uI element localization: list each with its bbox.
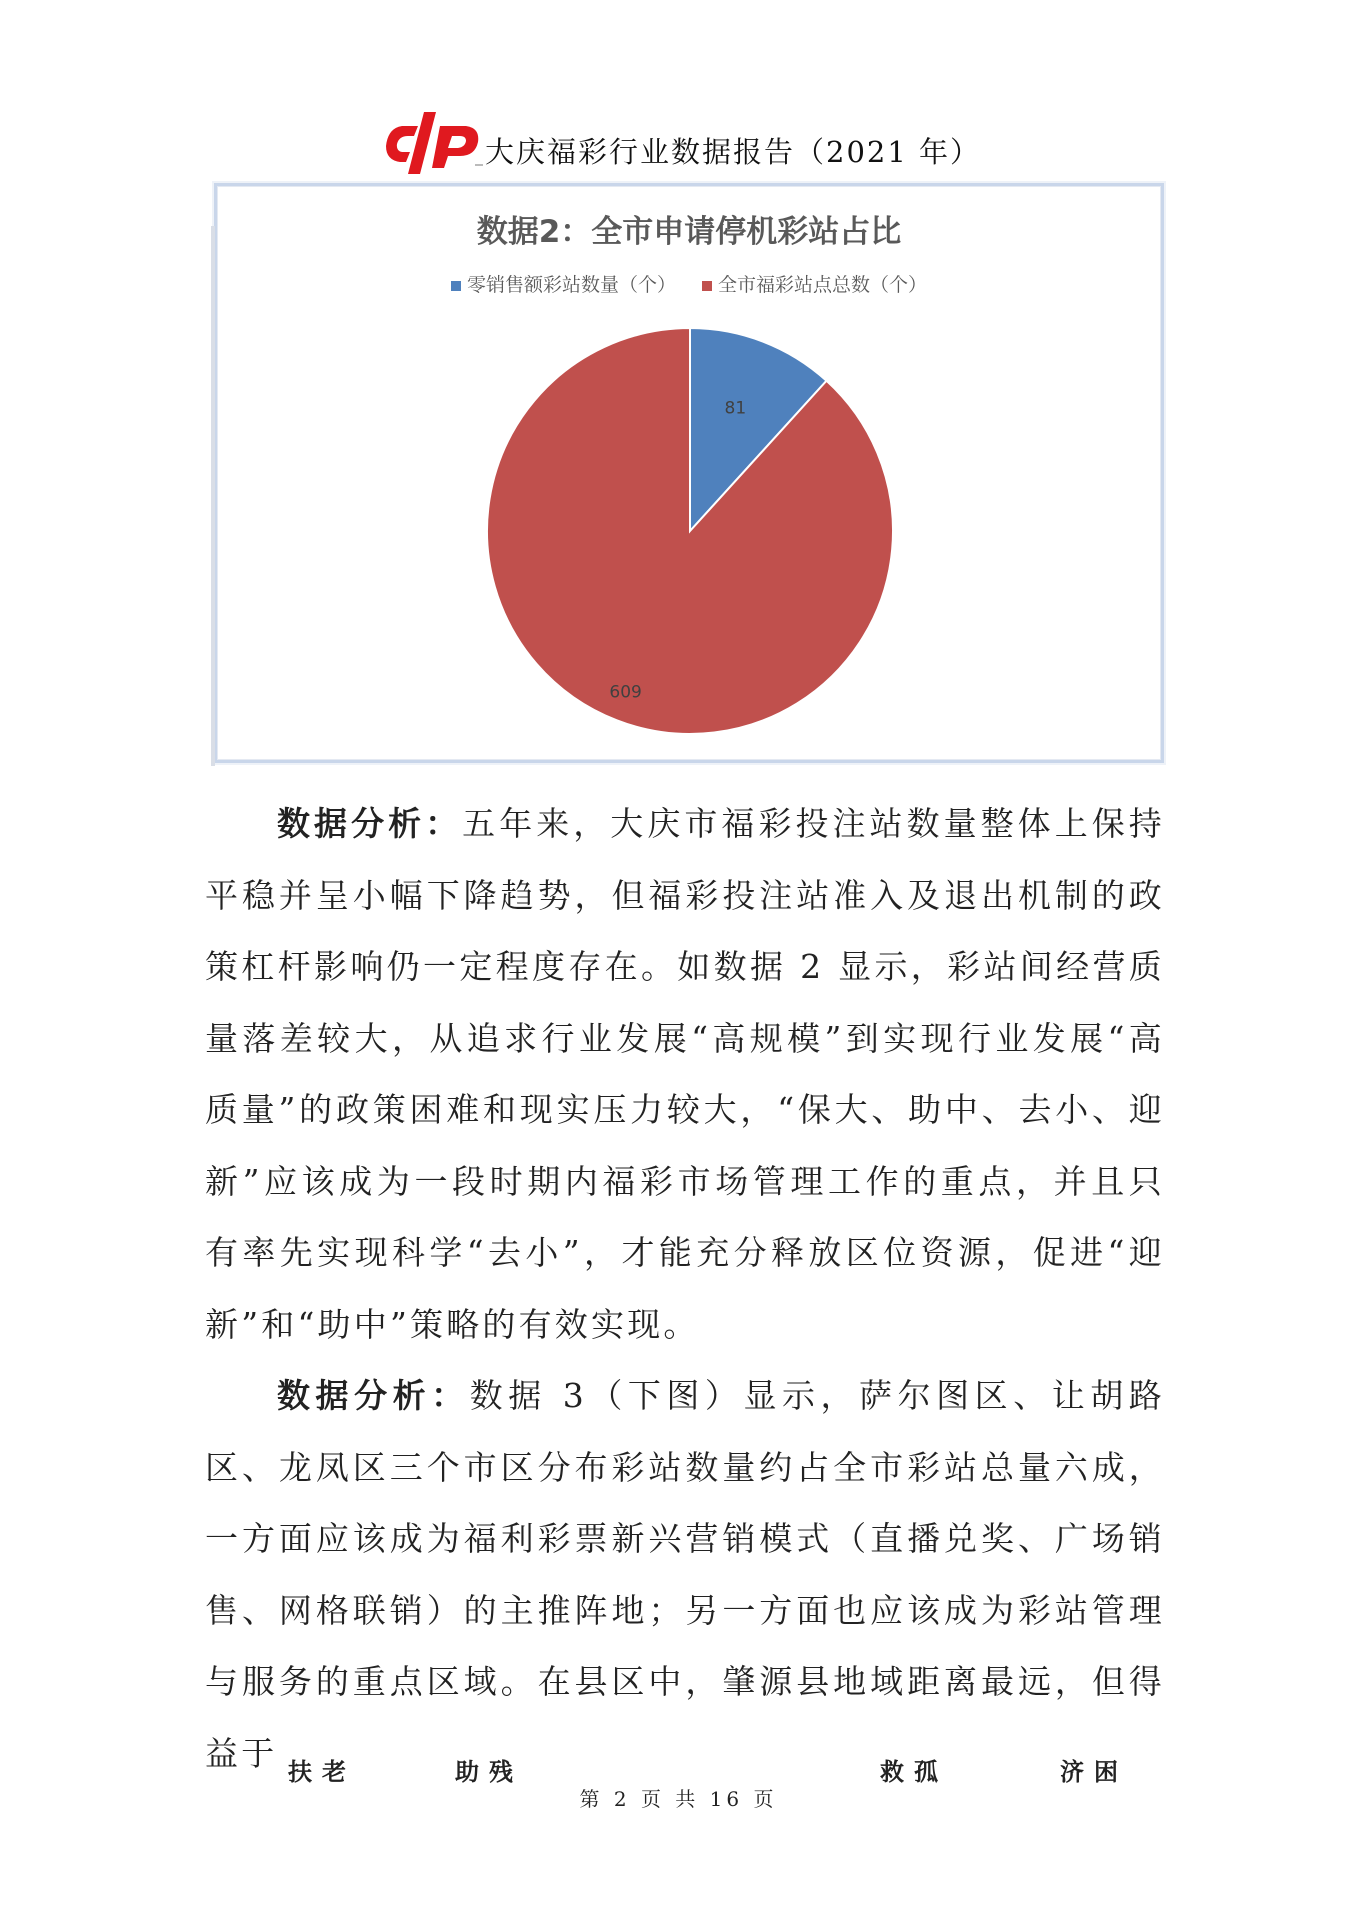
pie-data-label-0: 81 (724, 398, 747, 419)
pie-chart-frame (214, 183, 1164, 763)
legend-label-zero-sales: 零销售额彩站数量（个） (466, 274, 676, 296)
analysis-paragraph-1 (205, 788, 1165, 1360)
pie-slice-1 (487, 328, 893, 734)
slogan-jiugu: 救孤 (880, 1757, 948, 1786)
analysis-lead-1: 数据分析： (277, 804, 463, 843)
analysis-text-2: 数据 3（下图）显示，萨尔图区、让胡路区、龙凤区三个市区分布彩站数量约占全市彩站总量六成，一方面应该成为福利彩票新兴营销模式（直播兑奖、广场销售、网格联销）的主推阵地；另一方面也应该成为彩站管理与服务的重点区域。在县区中，肇源县地域距离最远，但得益于 (205, 1376, 1166, 1773)
pie-chart (217, 186, 1161, 760)
slogan-zhucan: 助残 (455, 1757, 523, 1786)
slogan-jikun: 济困 (1060, 1757, 1128, 1786)
page-header (380, 108, 1080, 178)
legend-label-total: 全市福彩站点总数（个） (718, 274, 928, 296)
page-number: 第 2 页 共 16 页 (579, 1787, 778, 1811)
analysis-text-1: 五年来，大庆市福彩投注站数量整体上保持平稳并呈小幅下降趋势，但福彩投注站准入及退出机制的政策杠杆影响仍一定程度存在。如数据 2 显示，彩站间经营质量落差较大，从追求行业发展“高规模”到实现行业发展“高质量”的政策困难和现实压力较大，“保大、助中、去小、迎新”应该成为一段时期内福彩市场管理工作的重点，并且只有率先实现科学“去小”，才能充分释放区位资源，促进“迎新”和“助中”策略的有效实现。 (205, 804, 1165, 1344)
report-title: 大庆福彩行业数据报告（2021 年） (485, 135, 982, 169)
pie-data-label-1: 609 (609, 682, 642, 703)
chart-title: 数据2：全市申请停机彩站占比 (476, 214, 902, 250)
slogan-fulao: 扶老 (288, 1757, 356, 1786)
welfare-lottery-logo-icon (380, 108, 490, 178)
analysis-paragraph-2 (205, 1360, 1165, 1789)
analysis-lead-2: 数据分析： (277, 1376, 470, 1415)
analysis-section (205, 788, 1165, 1789)
